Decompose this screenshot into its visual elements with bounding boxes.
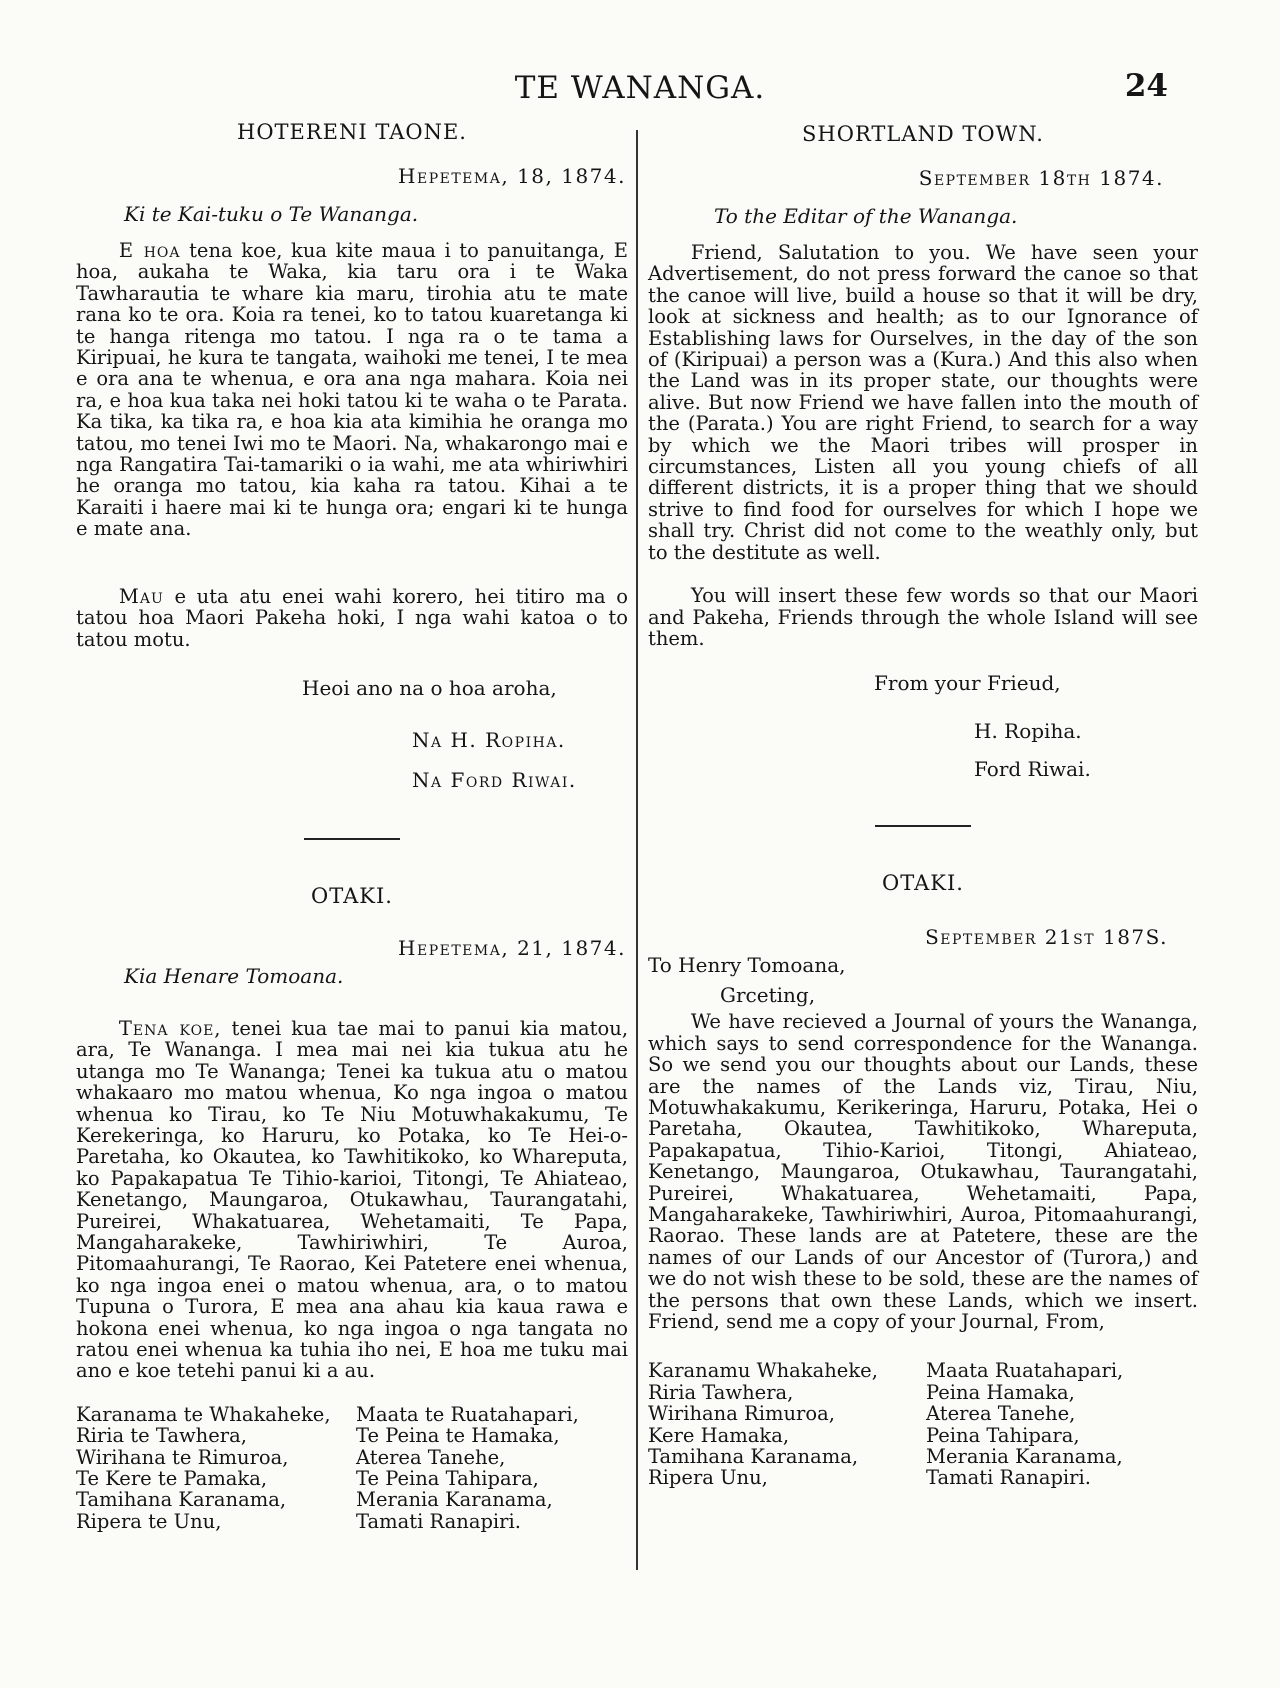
letter1-address: Ki te Kai-tuku o Te Wananga. <box>124 202 419 226</box>
signatory: Tamihana Karanama, <box>648 1445 859 1469</box>
signatory: Riria Tawhera, <box>648 1380 794 1404</box>
signatory: Maata te Ruatahapari, <box>356 1402 579 1426</box>
letter2-date: Hepetema, 21, 1874. <box>398 935 626 960</box>
letter2-body <box>76 1018 628 1382</box>
letter1-lead: E hoa <box>118 239 181 262</box>
signatory: Tamati Ranapiri. <box>356 1509 521 1533</box>
letter4-signatories <box>648 1360 1198 1488</box>
signatory: Peina Hamaka, <box>926 1380 1075 1404</box>
signatory: Peina Tahipara, <box>926 1423 1080 1447</box>
signatory: Aterea Tanehe, <box>926 1402 1076 1426</box>
page-number: 24 <box>1124 68 1168 104</box>
signatory: Ripera Unu, <box>648 1466 768 1490</box>
signatory: Tamihana Karanama, <box>76 1488 287 1512</box>
letter3-body2: You will insert these few words so that our Maori and Pakeha, Friends through the whole Island will see them. <box>648 584 1198 650</box>
letter3-body: Friend, Salutation to you. We have seen your Advertisement, do not press forward the canoe so that the canoe will live, build a house so that it will be dry, look at sickness and health; as to our Ignorance of Establishing laws for Ourselves, in the day of the son of (Kiripuai) a person was a (Kura.) And this also when the Land was in its proper state, our thoughts were alive. But now Friend we have fallen into the mouth of the (Parata.) You are right Friend, to search for a way by which we the Maori tribes will prosper in circumstances, Listen all you young chiefs of all different districts, it is a proper thing that we should strive to find food for ourselves for which I hope we shall try. Christ did not come to the weathly only, but to the destitute as well. <box>648 241 1198 564</box>
section-rule <box>875 825 971 827</box>
signatory: Merania Karanama, <box>356 1488 553 1512</box>
letter4-greeting: Grceting, <box>720 983 816 1008</box>
section-rule <box>304 838 400 840</box>
masthead-title: TE WANANGA. <box>514 70 766 106</box>
letter1-date: Hepetema, 18, 1874. <box>398 164 626 188</box>
letter2-signatories <box>76 1404 628 1532</box>
signatory: Kere Hamaka, <box>648 1423 790 1447</box>
signatory: Merania Karanama, <box>926 1445 1123 1469</box>
signatory: Wirihana Rimuroa, <box>648 1402 835 1426</box>
signatory: Riria te Tawhera, <box>76 1424 247 1448</box>
signatory: Te Kere te Pamaka, <box>76 1467 268 1491</box>
signatory: Aterea Tanehe, <box>356 1445 506 1469</box>
signatory: Karanama te Whakaheke, <box>76 1402 331 1426</box>
letter4-date: September 21st 187S. <box>925 925 1168 950</box>
letter3-sign1: H. Ropiha. <box>974 719 1082 744</box>
letter3-date: September 18th 1874. <box>918 166 1164 190</box>
signatory: Tamati Ranapiri. <box>926 1466 1091 1490</box>
signatory: Te Peina te Hamaka, <box>356 1424 560 1448</box>
letter1-sign1: Na H. Ropiha. <box>412 727 566 752</box>
letter3-closing: From your Frieud, <box>874 671 1061 696</box>
column-divider <box>636 130 638 1570</box>
letter2-heading: OTAKI. <box>311 883 393 908</box>
letter4-to: To Henry Tomoana, <box>648 953 846 978</box>
right-column <box>648 118 1198 1489</box>
signatory: Te Peina Tahipara, <box>356 1467 539 1491</box>
letter3-sign2: Ford Riwai. <box>974 757 1091 782</box>
signatory: Maata Ruatahapari, <box>926 1359 1124 1383</box>
letter2-lead: Tena koe, <box>118 1016 222 1040</box>
letter1-body-text: tena koe, kua kite maua i to panuitanga, E hoa, aukaha te Waka, kia taru ora i te Waka Tawharautia te whare kia maru, tirohia atu te mate rana ko te ora. Koia ra tenei, ko to tatou kuaretanga ki te hanga ritenga mo tatou. I nga ra o te tama a Kiripuai, he kura te tangata, waihoki me tenei, I te mea e ora ana te whenua, e ora ana nga mahara. Koia nei ra, e hoa kua taka nei hoki tatou ki te waha o te Parata. Ka tika, ka tika ra, e hoa kia ata kimihia he oranga mo tatou, mo tenei Iwi mo te Maori. Na, whakarongo mai e nga Rangatira Tai-tamariki o ia wahi, me ata whiriwhiri he oranga mo tatou, kia kaha ra tatou. Kihai a te Karaiti i haere mai ki te hunga ora; engari ki te hunga e mate ana. <box>76 239 629 541</box>
letter3-address: To the Editar of the Wananga. <box>714 204 1018 228</box>
signatory: Wirihana te Rimuroa, <box>76 1445 289 1469</box>
letter4-heading: OTAKI. <box>882 871 964 896</box>
letter2-address: Kia Henare Tomoana. <box>124 963 344 988</box>
letter1-lead2: Mau <box>118 584 164 608</box>
letter3-heading: SHORTLAND TOWN. <box>802 122 1044 146</box>
letter2-body-text: tenei kua tae mai to panui kia matou, ara, Te Wananga. I mea mai nei kia tukua atu he utanga mo Te Wananga; Tenei ka tukua atu o matou whakaaro mo matou whenua, Ko nga ingoa o matou whenua ko Tirau, ko Te Niu Motuwhakakumu, Te Kerekeringa, ko Haruru, ko Potaka, ko Te Hei-o-Paretaha, ko Okautea, ko Tawhitikoko, ko Whareputa, ko Papakapatua Te Tihio-karioi, Titongi, Te Ahiateao, Kenetango, Maungaroa, Otukawhau, Taurangatahi, Pureirei, Whakatuarea, Wehetamaiti, Te Papa, Mangaharakeke, Tawhiriwhiri, Te Auroa, Pitomaahurangi, Te Raorao, Kei Patetere enei whenua, ko nga ingoa enei o matou whenua, ara, o to matou Tupuna o Turora, E mea ana ahau kia kaua rawa e hokona enei whenua, ko nga ingoa o nga tangata no ratou enei whenua ka tuhia iho nei, E hoa me tuku mai ano e koe tetehi panui ki a au. <box>76 1016 629 1383</box>
signatory: Karanamu Whakaheke, <box>648 1359 878 1383</box>
letter1-body <box>76 240 628 540</box>
letter1-body2 <box>76 586 628 650</box>
letter1-body2-text: e uta atu enei wahi korero, hei titiro ma o tatou hoa Maori Pakeha hoki, I nga wahi katoa o to tatou motu. <box>76 584 629 651</box>
letter1-closing: Heoi ano na o hoa aroha, <box>302 675 557 700</box>
letter1-heading: HOTERENI TAONE. <box>237 120 467 144</box>
letter1-sign2: Na Ford Riwai. <box>412 767 577 792</box>
left-column <box>76 118 628 1532</box>
signatory: Ripera te Unu, <box>76 1509 222 1533</box>
letter4-body: We have recieved a Journal of yours the Wananga, which says to send correspondence for the Wananga. So we send you our thoughts about our Lands, these are the names of the Lands viz, Tirau, Niu, Motuwhakakumu, Kerikeringa, Haruru, Potaka, Hei o Paretaha, Okautea, Tawhitikoko, Whareputa, Papakapatua, Tihio-Karioi, Titongi, Ahiateao, Kenetango, Maungaroa, Otukawhau, Taurangatahi, Pureirei, Whakatuarea, Wehetamaiti, Papa, Mangaharakeke, Tawhiriwhiri, Auroa, Pitomaahurangi, Raorao. These lands are at Patetere, these are the names of our Lands of our Ancestor of (Turora,) and we do not wish these to be sold, these are the names of the persons that own these Lands, which we insert. Friend, send me a copy of your Journal, From, <box>648 1010 1198 1333</box>
